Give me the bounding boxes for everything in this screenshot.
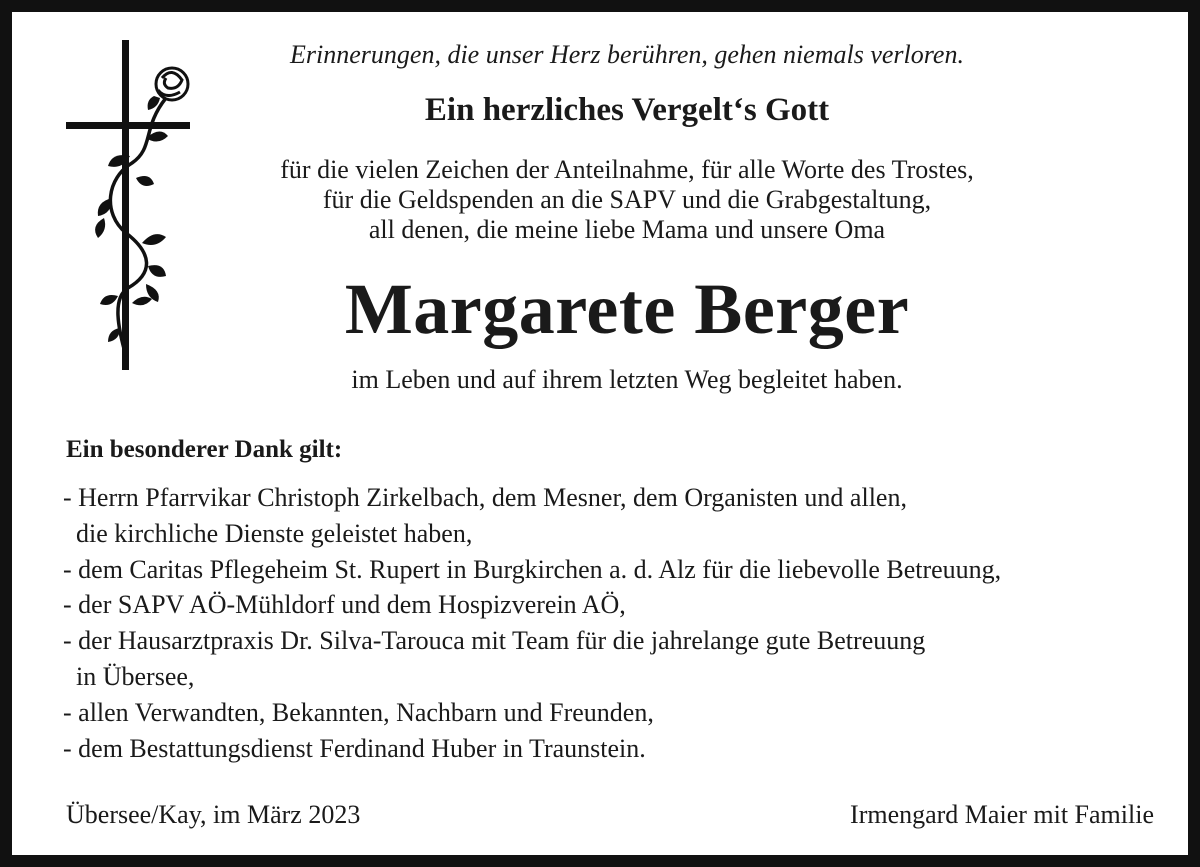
thanks-line: für die Geldspenden an die SAPV und die Grabgestaltung, xyxy=(322,185,932,214)
list-item: - dem Caritas Pflegeheim St. Rupert in Burgkirchen a. d. Alz für die liebevolle Betreuung, xyxy=(63,554,1002,584)
thank-you-heading: Ein herzliches Vergelt‘s Gott xyxy=(424,92,830,128)
list-item: - Herrn Pfarrvikar Christoph Zirkelbach, dem Mesner, dem Organisten und allen, xyxy=(63,483,907,512)
list-item: - dem Bestattungsdienst Ferdinand Huber in Traunstein. xyxy=(63,733,646,763)
list-item: - der Hausarztpraxis Dr. Silva-Tarouca mit Team für die jahrelange gute Betreuung xyxy=(63,626,926,656)
list-item: - allen Verwandten, Bekannten, Nachbarn und Freunden, xyxy=(63,697,654,727)
motto-quote: Erinnerungen, die unser Herz berühren, gehen niemals verloren. xyxy=(290,40,964,69)
list-item: - der SAPV AÖ-Mühldorf und dem Hospizverein AÖ, xyxy=(63,590,626,620)
list-item: die kirchliche Dienste geleistet haben, xyxy=(63,518,473,548)
signature: Irmengard Maier mit Familie xyxy=(850,800,1154,829)
deceased-name: Margarete Berger xyxy=(344,269,910,349)
place-and-date: Übersee/Kay, im März 2023 xyxy=(66,800,361,829)
thanks-line: für die vielen Zeichen der Anteilnahme, für alle Worte des Trostes, xyxy=(280,155,974,184)
thanks-paragraph xyxy=(0,155,1200,245)
list-item: in Übersee, xyxy=(63,661,195,691)
thanks-line: all denen, die meine liebe Mama und unsere Oma xyxy=(368,215,886,244)
special-thanks-heading: Ein besonderer Dank gilt: xyxy=(66,436,343,463)
special-thanks-list xyxy=(63,480,1001,766)
accompanied-line: im Leben und auf ihrem letzten Weg begleitet haben. xyxy=(351,365,903,394)
